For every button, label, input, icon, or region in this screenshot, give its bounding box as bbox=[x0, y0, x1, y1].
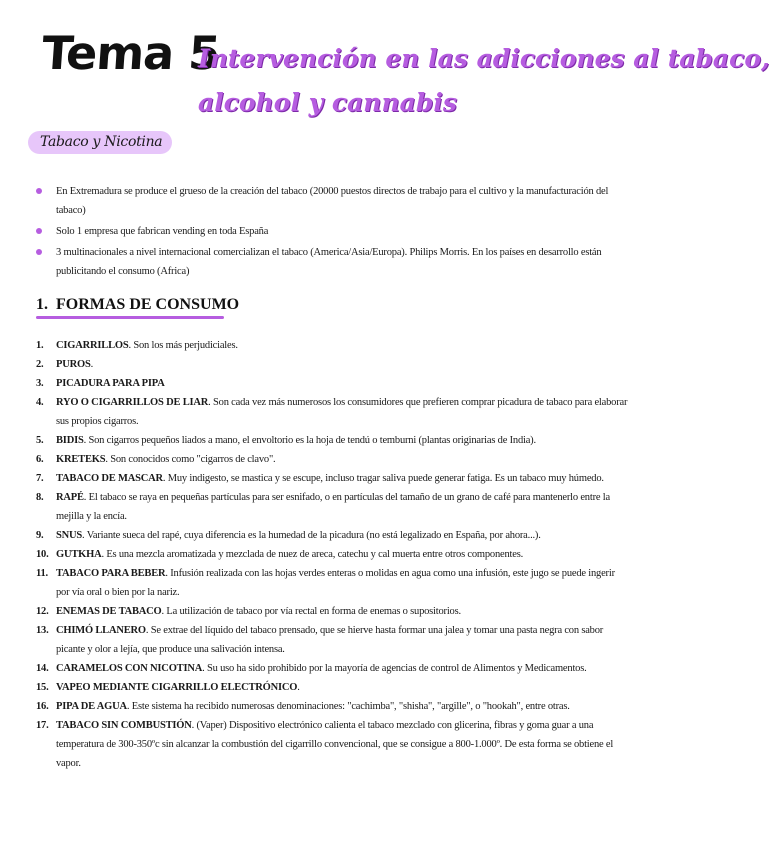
item-number: 4. bbox=[36, 397, 44, 408]
item-number: 13. bbox=[36, 625, 49, 636]
item-title: CHIMÓ LLANERO bbox=[56, 625, 146, 636]
list-item bbox=[36, 564, 630, 602]
bullet-dot-icon bbox=[36, 228, 42, 234]
item-description: . Variante sueca del rapé, cuya diferencia es la humedad de la picadura (no está legalizado en España, por ahora...). bbox=[82, 530, 541, 541]
item-number: 8. bbox=[36, 492, 44, 503]
item-description: . El tabaco se raya en pequeñas partículas para ser esnifado, o en partículas del tamaño de un grano de café para mantenerlo entre la mejilla y la encía. bbox=[56, 492, 610, 522]
section-number: 1. bbox=[36, 296, 48, 313]
section-heading bbox=[36, 296, 239, 314]
item-description: . Son cada vez más numerosos los consumidores que prefieren comprar picadura de tabaco para elaborar sus propios cigarros. bbox=[56, 397, 628, 427]
list-item bbox=[36, 355, 630, 374]
list-item bbox=[36, 336, 630, 355]
item-title: CIGARRILLOS bbox=[56, 340, 129, 351]
item-description: . Son conocidos como "cigarros de clavo". bbox=[105, 454, 276, 465]
bullet-dot-icon bbox=[36, 249, 42, 255]
item-description: . (Vaper) Dispositivo electrónico calienta el tabaco mezclado con glicerina, fibras y goma guar a una temperatura de 300-350ºc sin alcanzar la combustión del cigarrillo convencional, que se consigue a 800-1.000º. De esta forma se obtiene el vapor. bbox=[56, 720, 614, 769]
item-number: 14. bbox=[36, 663, 49, 674]
item-number: 11. bbox=[36, 568, 48, 579]
item-description: . Son cigarros pequeños liados a mano, el envoltorio es la hoja de tendú o temburni (plantas originarias de India). bbox=[83, 435, 536, 446]
item-title: TABACO PARA BEBER bbox=[56, 568, 166, 579]
list-item bbox=[36, 431, 630, 450]
intro-bullet: En Extremadura se produce el grueso de la creación del tabaco (20000 puestos directos de trabajo para el cultivo y la manufacturación del tabaco) bbox=[36, 182, 626, 220]
bullet-dot-icon bbox=[36, 188, 42, 194]
item-description: . Este sistema ha recibido numerosas denominaciones: "cachimba", "shisha", "argille", o "hookah", entre otras. bbox=[126, 701, 570, 712]
section-underline bbox=[36, 316, 224, 319]
list-item bbox=[36, 393, 630, 431]
item-title: BIDIS bbox=[56, 435, 84, 446]
list-item bbox=[36, 450, 630, 469]
item-title: CARAMELOS CON NICOTINA bbox=[56, 663, 203, 674]
item-description: . Infusión realizada con las hojas verdes enteras o molidas en agua como una infusión, este jugo se puede ingerir por vía oral o bien por la nariz. bbox=[56, 568, 615, 598]
item-number: 9. bbox=[36, 530, 44, 541]
item-title: GUTKHA bbox=[56, 549, 102, 560]
list-item bbox=[36, 716, 630, 773]
item-title: PUROS bbox=[56, 359, 91, 370]
item-number: 3. bbox=[36, 378, 44, 389]
item-number: 5. bbox=[36, 435, 44, 446]
list-item bbox=[36, 659, 630, 678]
item-number: 7. bbox=[36, 473, 44, 484]
item-title: RAPÉ bbox=[56, 492, 84, 503]
list-item bbox=[36, 545, 630, 564]
item-title: ENEMAS DE TABACO bbox=[56, 606, 162, 617]
title-line-1: Intervención en las adicciones al tabaco, bbox=[198, 44, 770, 73]
item-number: 16. bbox=[36, 701, 49, 712]
section-tag: Tabaco y Nicotina bbox=[28, 131, 172, 154]
list-item bbox=[36, 526, 630, 545]
list-item bbox=[36, 621, 630, 659]
list-item bbox=[36, 469, 630, 488]
tema-heading: Tema 5 bbox=[40, 26, 222, 80]
title-line-2: alcohol y cannabis bbox=[198, 88, 457, 117]
list-item bbox=[36, 374, 630, 393]
item-title: PICADURA PARA PIPA bbox=[56, 378, 165, 389]
intro-list bbox=[36, 182, 626, 283]
list-item bbox=[36, 602, 630, 621]
item-title: TABACO DE MASCAR bbox=[56, 473, 163, 484]
item-number: 17. bbox=[36, 720, 49, 731]
item-description: . Su uso ha sido prohibido por la mayoría de agencias de control de Alimentos y Medicamentos. bbox=[202, 663, 587, 674]
item-title: TABACO SIN COMBUSTIÓN bbox=[56, 720, 192, 731]
intro-bullet: 3 multinacionales a nivel internacional comercializan el tabaco (America/Asia/Europa). Philips Morris. En los países en desarrollo están publicitando el consumo (Africa) bbox=[36, 243, 626, 281]
list-item bbox=[36, 678, 630, 697]
item-number: 1. bbox=[36, 340, 44, 351]
item-description: . bbox=[90, 359, 94, 370]
item-description: . bbox=[297, 682, 300, 693]
item-description: . Muy indigesto, se mastica y se escupe, incluso tragar saliva puede generar fatiga. Es un tabaco muy húmedo. bbox=[162, 473, 604, 484]
intro-bullet: Solo 1 empresa que fabrican vending en toda España bbox=[36, 222, 626, 241]
item-title: RYO O CIGARRILLOS DE LIAR bbox=[56, 397, 209, 408]
item-number: 12. bbox=[36, 606, 49, 617]
section-title: FORMAS DE CONSUMO bbox=[56, 296, 240, 313]
item-title: KRETEKS bbox=[56, 454, 106, 465]
consumption-forms-list bbox=[36, 336, 630, 773]
item-number: 10. bbox=[36, 549, 49, 560]
item-number: 15. bbox=[36, 682, 49, 693]
item-description: . Se extrae del líquido del tabaco prensado, que se hierve hasta formar una jalea y tomar una pasta negra con sabor picante y olor a lejía, que produce una salivación intensa. bbox=[56, 625, 604, 655]
item-title: PIPA DE AGUA bbox=[56, 701, 127, 712]
list-item bbox=[36, 697, 630, 716]
item-description: . Es una mezcla aromatizada y mezclada de nuez de areca, catechu y cal muerta entre otros componentes. bbox=[101, 549, 524, 560]
item-number: 2. bbox=[36, 359, 44, 370]
item-title: SNUS bbox=[56, 530, 83, 541]
item-description: . La utilización de tabaco por vía rectal en forma de enemas o supositorios. bbox=[161, 606, 461, 617]
item-number: 6. bbox=[36, 454, 44, 465]
item-title: VAPEO MEDIANTE CIGARRILLO ELECTRÓNICO bbox=[56, 682, 298, 693]
list-item bbox=[36, 488, 630, 526]
item-description: . Son los más perjudiciales. bbox=[128, 340, 238, 351]
